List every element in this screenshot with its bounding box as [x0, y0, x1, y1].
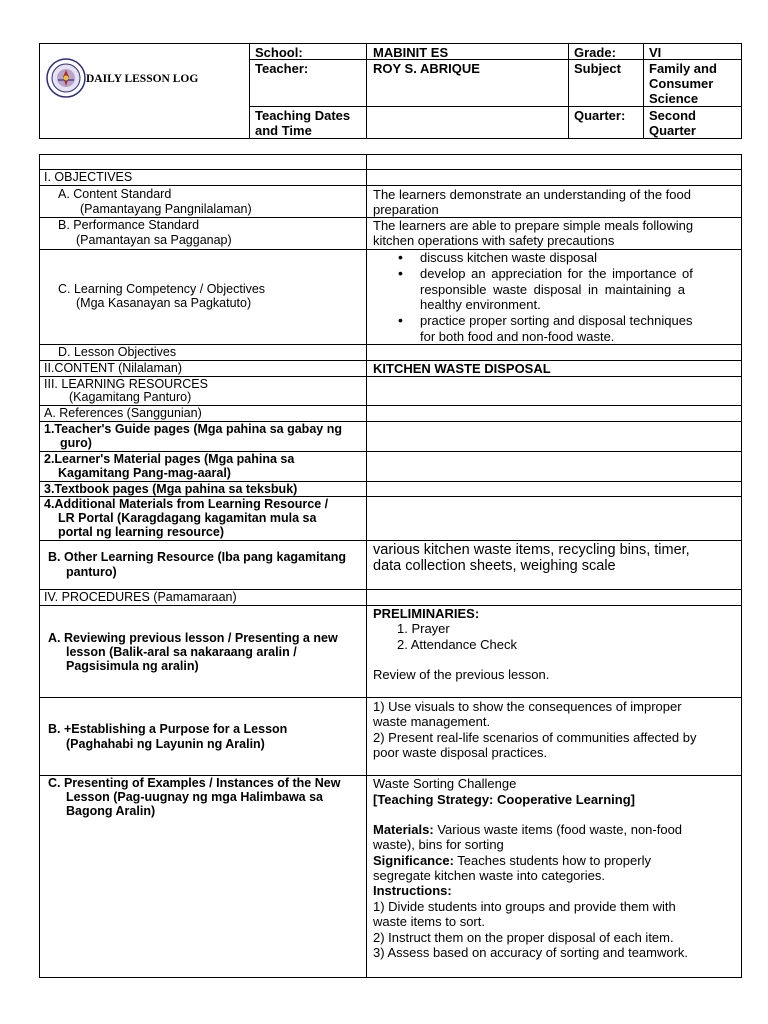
teachers-guide-label: guro): [60, 436, 92, 450]
header-divider: [366, 43, 367, 139]
examples-significance: [373, 853, 651, 868]
instructions-item: 2) Instruct them on the proper disposal of each item.: [373, 930, 674, 945]
content-standard-value: preparation: [373, 202, 439, 217]
header-row-line: [249, 106, 742, 107]
review-label: Pagsisimula ng aralin): [66, 659, 199, 673]
review-label: A. Reviewing previous lesson / Presenting a new: [48, 631, 338, 645]
row-line: [39, 697, 742, 698]
review-label: lesson (Balik-aral sa nakaraang aralin /: [66, 645, 297, 659]
subject-value: Consumer: [649, 76, 714, 91]
grade-value: VI: [649, 45, 662, 60]
competency-bullet: • develop an appreciation for the importance of: [420, 266, 693, 281]
document-title: DAILY LESSON LOG: [86, 73, 199, 85]
teacher-label: Teacher:: [255, 61, 309, 76]
quarter-label: Quarter:: [574, 108, 626, 123]
learning-resources-label: III. LEARNING RESOURCES: [44, 377, 208, 391]
header-row-line: [249, 59, 742, 60]
additional-materials-label: portal ng learning resource): [58, 525, 225, 539]
grade-label: Grade:: [574, 45, 616, 60]
competency-bullet-cont: for both food and non-food waste.: [420, 329, 615, 344]
preliminaries-item: 1. Prayer: [397, 621, 450, 636]
performance-standard-value: kitchen operations with safety precautions: [373, 233, 615, 248]
significance-value: Teaches students how to properly: [453, 853, 651, 868]
lesson-objectives-label: D. Lesson Objectives: [58, 345, 177, 359]
performance-standard-label: (Pamantayan sa Pagganap): [76, 233, 232, 247]
instructions-item: waste items to sort.: [373, 914, 485, 929]
instructions-item: 3) Assess based on accuracy of sorting and teamwork.: [373, 945, 689, 960]
teacher-value: ROY S. ABRIQUE: [373, 61, 480, 76]
competency-bullet-cont: responsible waste disposal in maintaining a: [420, 282, 686, 297]
instructions-item: 1) Divide students into groups and provide them with: [373, 899, 676, 914]
purpose-value: waste management.: [373, 714, 491, 729]
examples-significance-cont: segregate kitchen waste into categories.: [373, 868, 605, 883]
dates-label: and Time: [255, 123, 312, 138]
row-line: [39, 185, 742, 186]
school-value: MABINIT ES: [373, 45, 449, 60]
examples-strategy: [Teaching Strategy: Cooperative Learning]: [373, 792, 635, 807]
quarter-value: Quarter: [649, 123, 696, 138]
deped-seal-icon: [46, 58, 86, 98]
materials-label: Materials:: [373, 822, 434, 837]
additional-materials-label: 4.Additional Materials from Learning Resource /: [44, 497, 329, 511]
learning-resources-label: (Kagamitang Panturo): [69, 390, 192, 404]
subject-value: Science: [649, 91, 699, 106]
competency-label: C. Learning Competency / Objectives: [58, 282, 266, 296]
other-resources-label: panturo): [66, 565, 117, 579]
competency-bullet-cont: healthy environment.: [420, 297, 541, 312]
dates-label: Teaching Dates: [255, 108, 351, 123]
subject-label: Subject: [574, 61, 621, 76]
materials-value: Various waste items (food waste, non-food: [433, 822, 683, 837]
content-value: KITCHEN WASTE DISPOSAL: [373, 361, 551, 376]
other-resources-value: data collection sheets, weighing scale: [373, 558, 616, 574]
preliminaries-item: 2. Attendance Check: [397, 637, 517, 652]
procedures-heading: IV. PROCEDURES (Pamamaraan): [44, 590, 237, 604]
school-label: School:: [255, 45, 303, 60]
examples-activity-title: Waste Sorting Challenge: [373, 776, 517, 791]
other-resources-label: B. Other Learning Resource (Iba pang kagamitang: [48, 550, 346, 564]
header-divider: [568, 43, 569, 139]
row-line: [39, 169, 742, 170]
performance-standard-label: B. Performance Standard: [58, 218, 200, 232]
references-label: A. References (Sanggunian): [44, 406, 202, 420]
learners-material-label: 2.Learner's Material pages (Mga pahina sa: [44, 452, 295, 466]
examples-materials: [373, 822, 682, 837]
row-line: [39, 249, 742, 250]
content-standard-label: (Pamantayang Pangnilalaman): [80, 202, 252, 216]
examples-materials-cont: waste), bins for sorting: [373, 837, 504, 852]
content-label: II.CONTENT (Nilalaman): [44, 361, 182, 375]
column-divider: [366, 154, 367, 978]
content-standard-value: The learners demonstrate an understanding of the food: [373, 187, 691, 202]
review-previous-text: Review of the previous lesson.: [373, 667, 550, 682]
examples-label: C. Presenting of Examples / Instances of the New: [48, 776, 341, 790]
purpose-value: poor waste disposal practices.: [373, 745, 548, 760]
content-standard-label: A. Content Standard: [58, 187, 172, 201]
competency-bullet: • discuss kitchen waste disposal: [420, 250, 597, 265]
learners-material-label: Kagamitang Pang-mag-aaral): [58, 466, 231, 480]
row-line: [39, 540, 742, 541]
header-divider: [249, 43, 250, 139]
subject-value: Family and: [649, 61, 717, 76]
quarter-value: Second: [649, 108, 696, 123]
purpose-label: B. +Establishing a Purpose for a Lesson: [48, 722, 288, 736]
teachers-guide-label: 1.Teacher's Guide pages (Mga pahina sa gabay ng: [44, 422, 342, 436]
purpose-value: 2) Present real-life scenarios of communities affected by: [373, 730, 697, 745]
instructions-label: Instructions:: [373, 883, 452, 898]
textbook-label: 3.Textbook pages (Mga pahina sa teksbuk): [44, 482, 298, 496]
additional-materials-label: LR Portal (Karagdagang kagamitan mula sa: [58, 511, 317, 525]
preliminaries-heading: PRELIMINARIES:: [373, 606, 480, 621]
purpose-label: (Paghahabi ng Layunin ng Aralin): [66, 737, 265, 751]
purpose-value: 1) Use visuals to show the consequences of improper: [373, 699, 682, 714]
performance-standard-value: The learners are able to prepare simple meals following: [373, 218, 694, 233]
examples-label: Bagong Aralin): [66, 804, 156, 818]
examples-label: Lesson (Pag-uugnay ng mga Halimbawa sa: [66, 790, 324, 804]
significance-label: Significance:: [373, 853, 454, 868]
objectives-heading: I. OBJECTIVES: [44, 170, 133, 184]
other-resources-value: various kitchen waste items, recycling bins, timer,: [373, 542, 690, 558]
competency-label: (Mga Kasanayan sa Pagkatuto): [76, 296, 252, 310]
header-divider: [643, 43, 644, 139]
competency-bullet: • practice proper sorting and disposal techniques: [420, 313, 692, 328]
